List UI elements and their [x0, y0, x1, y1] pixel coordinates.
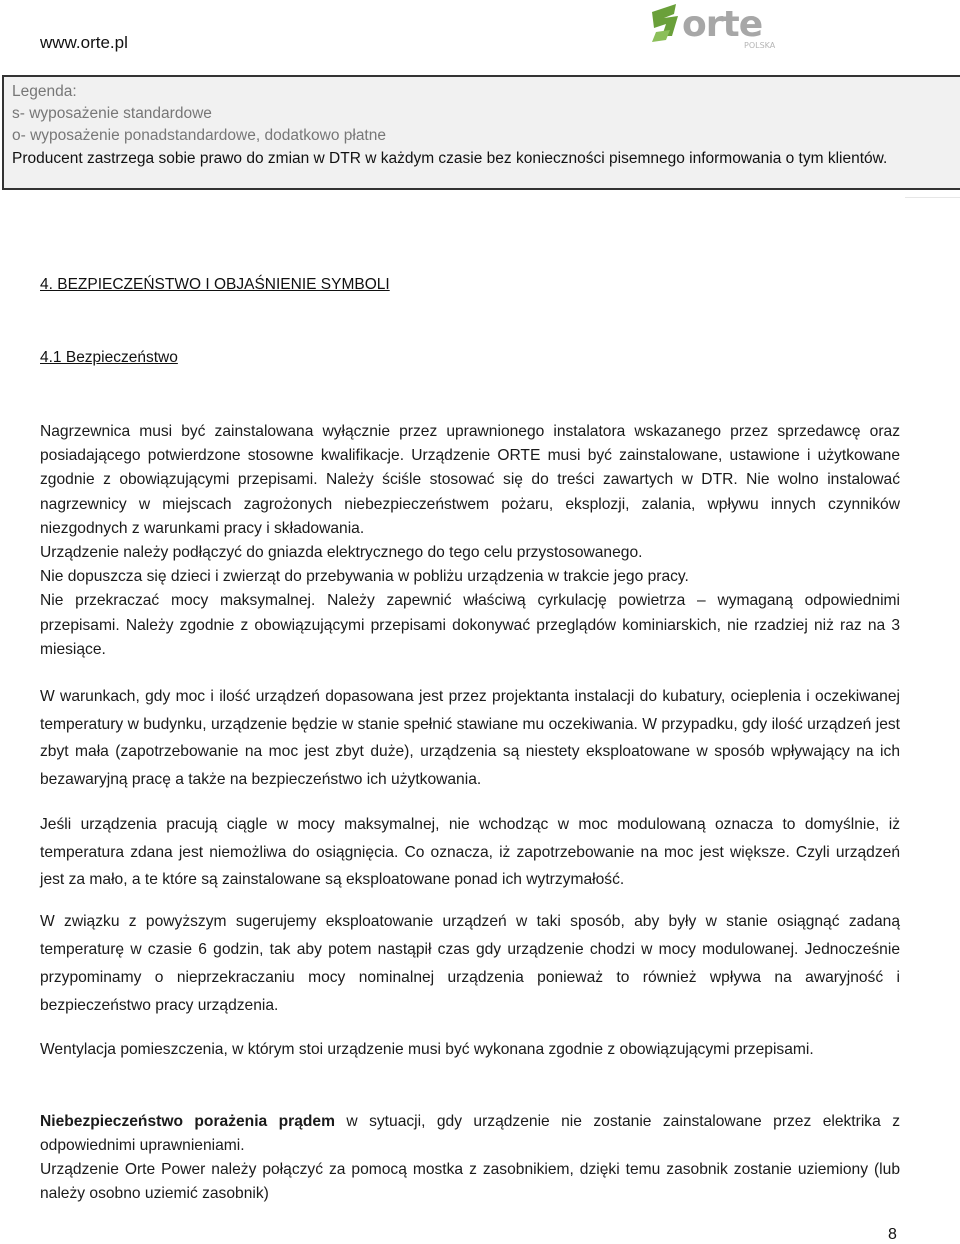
section-heading: 4. BEZPIECZEŃSTWO I OBJAŚNIENIE SYMBOLI [40, 276, 390, 293]
legend-standard: s- wyposażenie standardowe [12, 105, 212, 122]
divider [905, 197, 960, 198]
legend-box [2, 75, 960, 190]
warning-bold-text: Niebezpieczeństwo porażenia prądem [40, 1113, 335, 1130]
page-number: 8 [888, 1226, 897, 1243]
paragraph-text: Urządzenie Orte Power należy połączyć za pomocą mostka z zasobnikiem, dzięki temu zasobnik zostanie uziemiony (lub należy osobno uziemić zasobnik) [40, 1161, 900, 1202]
subsection-heading: 4.1 Bezpieczeństwo [40, 349, 178, 366]
paragraph-text: w sytuacji, gdy urządzenie nie zostanie zainstalowane przez elektrika z odpowiednimi uprawnieniami. [40, 1113, 900, 1154]
paragraph-text: Nagrzewnica musi być zainstalowana wyłącznie przez uprawnionego instalatora wskazanego przez sprzedawcę oraz posiadającego potwierdzone stosowne kwalifikacje. Urządzenie ORTE musi być zainstalowane, ustawione i użytkowane zgodnie z obowiązującymi przepisami. Należy ściśle stosować się do treści zawartych w DTR. Nie wolno instalować nagrzewnicy w miejscach zagrożonych niebezpieczeństwem pożaru, eksplozji, zalania, wpływu innych czynników niezgodnych z warunkami pracy i składowania. [40, 423, 900, 537]
paragraph-ventilation: Wentylacja pomieszczenia, w którym stoi urządzenie musi być wykonana zgodnie z obowiązującymi przepisami. [40, 1041, 814, 1058]
paragraph-text: Urządzenie należy podłączyć do gniazda elektrycznego do tego celu przystosowanego. [40, 544, 643, 562]
paragraph-max-power: Jeśli urządzenia pracują ciągle w mocy maksymalnej, nie wchodząc w moc modulowaną oznacza to domyślnie, iż temperatura zdana jest niemożliwa do osiągnięcia. Co oznacza, iż zapotrzebowanie na moc jest większe. Czyli urządzeń jest za mało, a te które są zainstalowane są eksploatowane ponad ich wytrzymałość. [40, 816, 900, 888]
legend-title: Legenda: [12, 83, 77, 100]
svg-text:POLSKA: POLSKA [744, 41, 776, 50]
paragraph-recommendation: W związku z powyższym sugerujemy eksploatowanie urządzeń w taki sposób, aby były w stanie osiągnąć zadaną temperaturę w czasie 6 godzin, tak aby potem nastąpił czas gdy urządzenie chodzi w mocy modulowanej. Jednocześnie przypominamy o nieprzekraczaniu mocy nominalnej urządzenia ponieważ to również wpływa na awaryjność i bezpieczeństwo pracy urządzenia. [40, 913, 900, 1014]
svg-text:orte: orte [682, 4, 763, 45]
legend-note: Producent zastrzega sobie prawo do zmian w DTR w każdym czasie bez konieczności pisemnego informowania o tym klientów. [12, 150, 888, 167]
website-url: www.orte.pl [40, 33, 128, 52]
legend-optional: o- wyposażenie ponadstandardowe, dodatkowo płatne [12, 127, 386, 144]
paragraph-installation [40, 420, 900, 662]
orte-logo [648, 2, 788, 52]
paragraph-electric [40, 1110, 900, 1206]
paragraph-sizing: W warunkach, gdy moc i ilość urządzeń dopasowana jest przez projektanta instalacji do kubatury, ocieplenia i oczekiwanej temperatury w budynku, urządzenie będzie w stanie spełnić stawiane mu oczekiwania. W przypadku, gdy ilość urządzeń jest zbyt mała (zapotrzebowanie na moc jest zbyt duże), urządzenia są niestety eksploatowane w sposób wpływający na ich bezawaryjną pracę a także na bezpieczeństwo ich użytkowania. [40, 688, 900, 788]
paragraph-text: Nie przekraczać mocy maksymalnej. Należy zapewnić właściwą cyrkulację powietrza – wymaganą odpowiednimi przepisami. Należy zgodnie z obowiązującymi przepisami dokonywać przeglądów kominiarskich, nie rzadziej niż raz na 3 miesiące. [40, 592, 900, 658]
paragraph-text: Nie dopuszcza się dzieci i zwierząt do przebywania w pobliżu urządzenia w trakcie jego pracy. [40, 568, 689, 586]
